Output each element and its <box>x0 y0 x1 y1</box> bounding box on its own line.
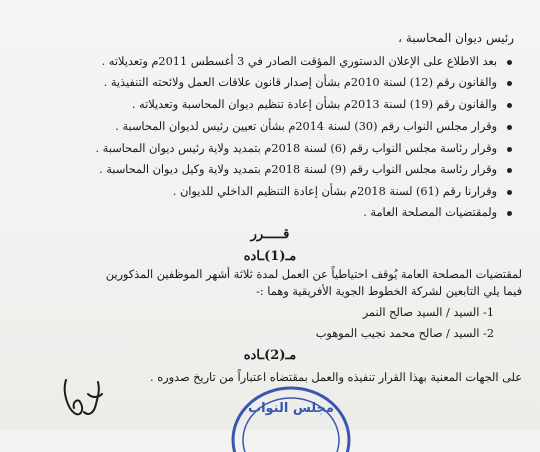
bullet-icon <box>507 147 512 152</box>
named-employee: 2- السيد / صالح محمد نجيب الموهوب <box>315 327 494 340</box>
seal-text: مجلس النواب <box>248 401 334 416</box>
preamble-item: والقانون رقم (19) لسنة 2013م بشأن إعادة تنظيم ديوان المحاسبة وتعديلاته . <box>0 97 512 112</box>
bullet-icon <box>507 125 512 130</box>
bullet-icon <box>507 81 512 86</box>
document-heading: رئيس ديوان المحاسبة ، <box>398 31 514 45</box>
official-seal <box>226 382 356 452</box>
article-1-body-continued: فيما يلي التابعين لشركة الخطوط الجوية الأفريقية وهما :- <box>256 285 522 298</box>
preamble-item: وقرارنا رقم (61) لسنة 2018م بشأن إعادة التنظيم الداخلي للديوان . <box>0 184 512 199</box>
article-2-heading: مـ(2)ـاده <box>243 348 297 363</box>
article-2-body: على الجهات المعنية بهذا القرار تنفيذه والعمل بمقتضاه اعتباراً من تاريخ صدوره . <box>150 371 522 384</box>
bullet-icon <box>507 211 512 216</box>
preamble-item: والقانون رقم (12) لسنة 2010م بشأن إصدار قانون علاقات العمل ولائحته التنفيذية . <box>0 75 512 90</box>
named-employee: 1- السيد / السيد صالح النمر <box>362 306 494 319</box>
preamble-item: بعد الاطلاع على الإعلان الدستوري المؤقت الصادر في 3 أغسطس 2011م وتعديلاته . <box>0 54 512 69</box>
decision-heading: قـــــرر <box>250 227 290 242</box>
bullet-icon <box>507 103 512 108</box>
preamble-item: وقرار رئاسة مجلس النواب رقم (9) لسنة 2018م بتمديد ولاية وكيل ديوان المحاسبة . <box>0 162 512 177</box>
preamble-item: وقرار مجلس النواب رقم (30) لسنة 2014م بشأن تعيين رئيس لديوان المحاسبة . <box>0 119 512 134</box>
article-1-body: لمقتضيات المصلحة العامة يُوقف احتياطياً عن العمل لمدة ثلاثة أشهر الموظفين المذكورين <box>105 268 522 281</box>
bullet-icon <box>507 60 512 65</box>
preamble-item: ولمقتضيات المصلحة العامة . <box>0 205 512 220</box>
article-1-heading: مـ(1)ـاده <box>243 249 297 264</box>
preamble-item: وقرار رئاسة مجلس النواب رقم (6) لسنة 2018م بتمديد ولاية رئيس ديوان المحاسبة . <box>0 141 512 156</box>
bullet-icon <box>507 168 512 173</box>
signature <box>58 372 108 424</box>
bullet-icon <box>507 190 512 195</box>
